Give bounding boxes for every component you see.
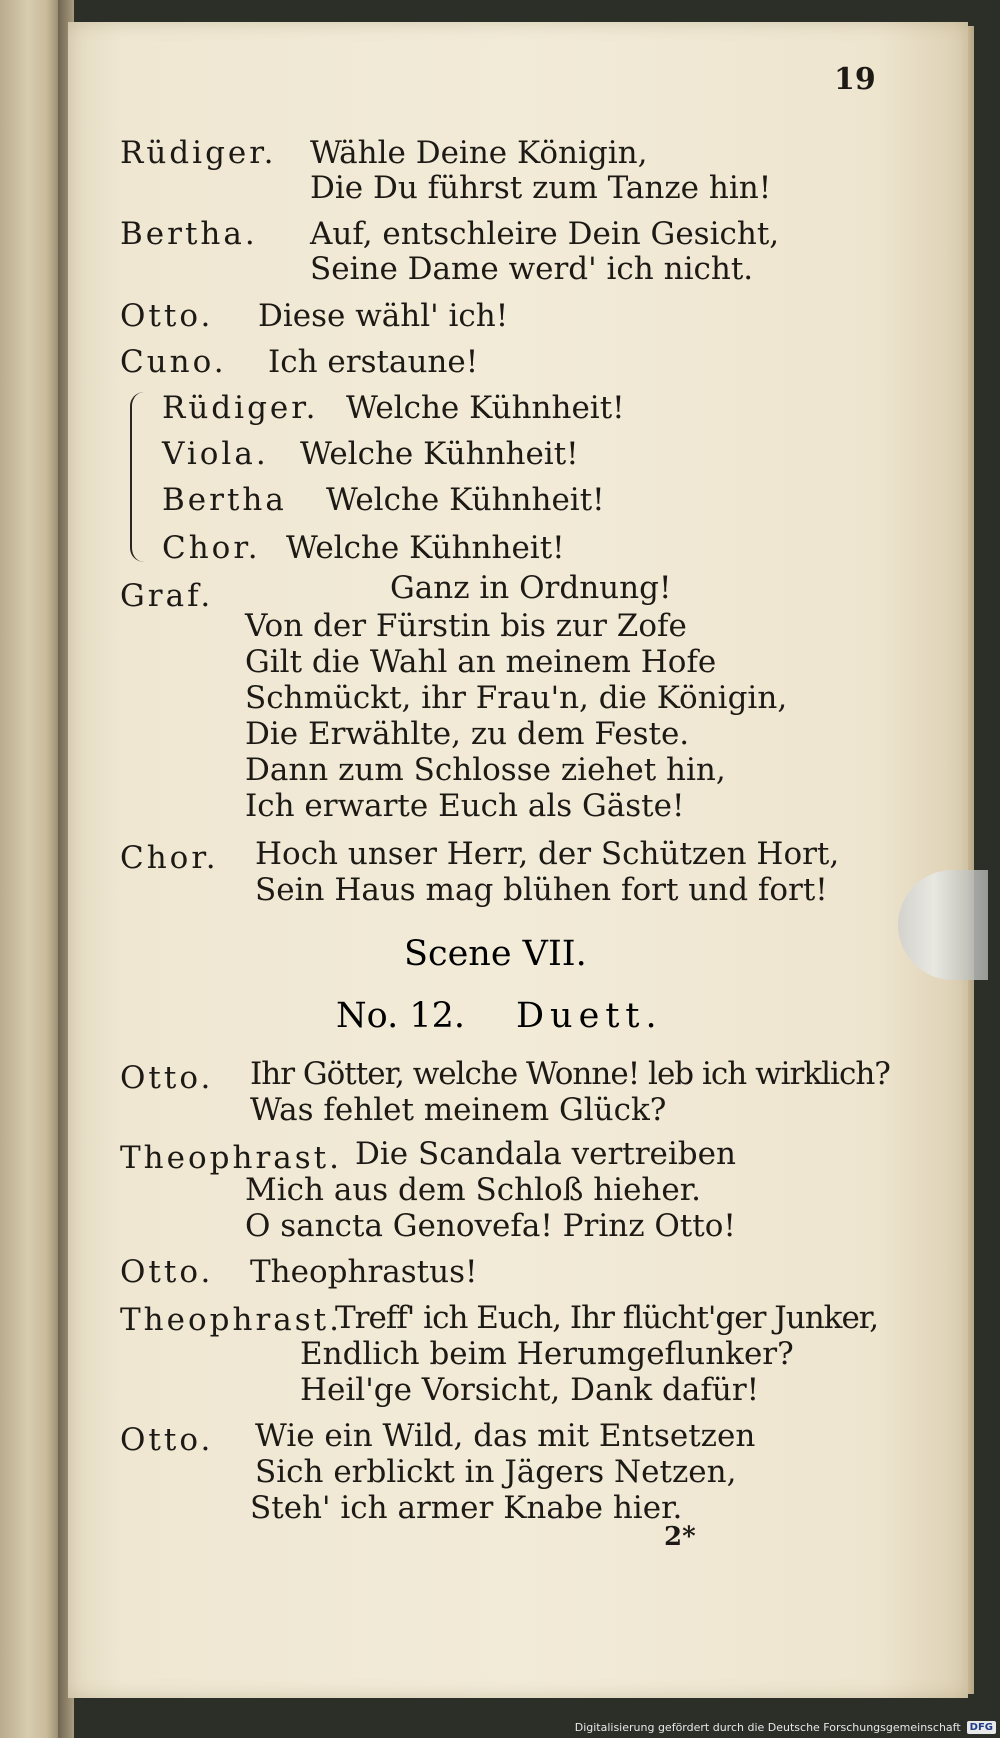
verse-line: O sancta Genovefa! Prinz Otto! (245, 1208, 736, 1244)
verse-line: Die Scandala vertreiben (355, 1136, 736, 1172)
verse-line: Ich erstaune! (268, 344, 479, 380)
verse-line: Heil'ge Vorsicht, Dank dafür! (300, 1372, 760, 1408)
verse-line: Die Erwählte, zu dem Feste. (245, 716, 690, 752)
verse-line: Endlich beim Herumgeflunker? (300, 1336, 794, 1372)
verse-line: Sein Haus mag blühen fort und fort! (255, 872, 828, 908)
speaker-label: Viola. (162, 436, 269, 472)
verse-line: Wähle Deine Königin, (310, 135, 648, 171)
verse-line: Schmückt, ihr Frau'n, die Königin, (245, 680, 788, 716)
verse-line: Ihr Götter, welche Wonne! leb ich wirklich? (250, 1056, 890, 1092)
verse-line: Auf, entschleire Dein Gesicht, (310, 216, 780, 252)
footer-text: Digitalisierung gefördert durch die Deutsche Forschungsgemeinschaft (574, 1721, 961, 1734)
speaker-label: Chor. (120, 840, 219, 876)
signature-mark: 2* (664, 1522, 696, 1552)
speaker-label: Otto. (120, 1254, 214, 1290)
page-number: 19 (834, 62, 876, 97)
verse-line: Wie ein Wild, das mit Entsetzen (255, 1418, 756, 1454)
verse-line: Treff' ich Euch, Ihr flücht'ger Junker, (335, 1300, 879, 1336)
verse-line: Welche Kühnheit! (326, 482, 605, 518)
speaker-label: Chor. (162, 530, 261, 566)
speaker-label: Graf. (120, 578, 214, 614)
verse-line: Ganz in Ordnung! (390, 570, 672, 606)
speaker-label: Rüdiger. (162, 390, 319, 426)
speaker-label: Bertha. (120, 216, 258, 252)
footer (575, 1721, 996, 1734)
verse-line: Sich erblickt in Jägers Netzen, (255, 1454, 737, 1490)
bracket (130, 392, 148, 562)
speaker-label: Cuno. (120, 344, 227, 380)
verse-line: Die Du führst zum Tanze hin! (310, 170, 772, 206)
speaker-label: Theophrast. (120, 1140, 342, 1176)
verse-line: Theophrastus! (250, 1254, 478, 1290)
verse-line: Gilt die Wahl an meinem Hofe (245, 644, 717, 680)
verse-line: Steh' ich armer Knabe hier. (250, 1490, 683, 1526)
dfg-logo: DFG (967, 1721, 996, 1734)
verse-line: Welche Kühnheit! (286, 530, 565, 566)
speaker-label: Otto. (120, 1060, 214, 1096)
verse-line: Diese wähl' ich! (258, 298, 509, 334)
verse-line: Dann zum Schlosse ziehet hin, (245, 752, 726, 788)
verse-line: Welche Kühnheit! (300, 436, 579, 472)
verse-line: Seine Dame werd' ich nicht. (310, 251, 754, 287)
number-heading: No. 12. (336, 996, 465, 1036)
verse-line: Ich erwarte Euch als Gäste! (245, 788, 685, 824)
verse-line: Was fehlet meinem Glück? (250, 1092, 667, 1128)
speaker-label: Bertha (162, 482, 287, 518)
verse-line: Welche Kühnheit! (346, 390, 625, 426)
left-page-edge (0, 0, 62, 1738)
speaker-label: Otto. (120, 1422, 214, 1458)
verse-line: Von der Fürstin bis zur Zofe (245, 608, 687, 644)
speaker-label: Rüdiger. (120, 135, 277, 171)
speaker-label: Theophrast. (120, 1302, 342, 1338)
verse-line: Hoch unser Herr, der Schützen Hort, (255, 836, 840, 872)
scene-heading: Scene VII. (404, 934, 587, 974)
speaker-label: Otto. (120, 298, 214, 334)
verse-line: Mich aus dem Schloß hieher. (245, 1172, 701, 1208)
duet-heading: Duett. (516, 996, 663, 1036)
